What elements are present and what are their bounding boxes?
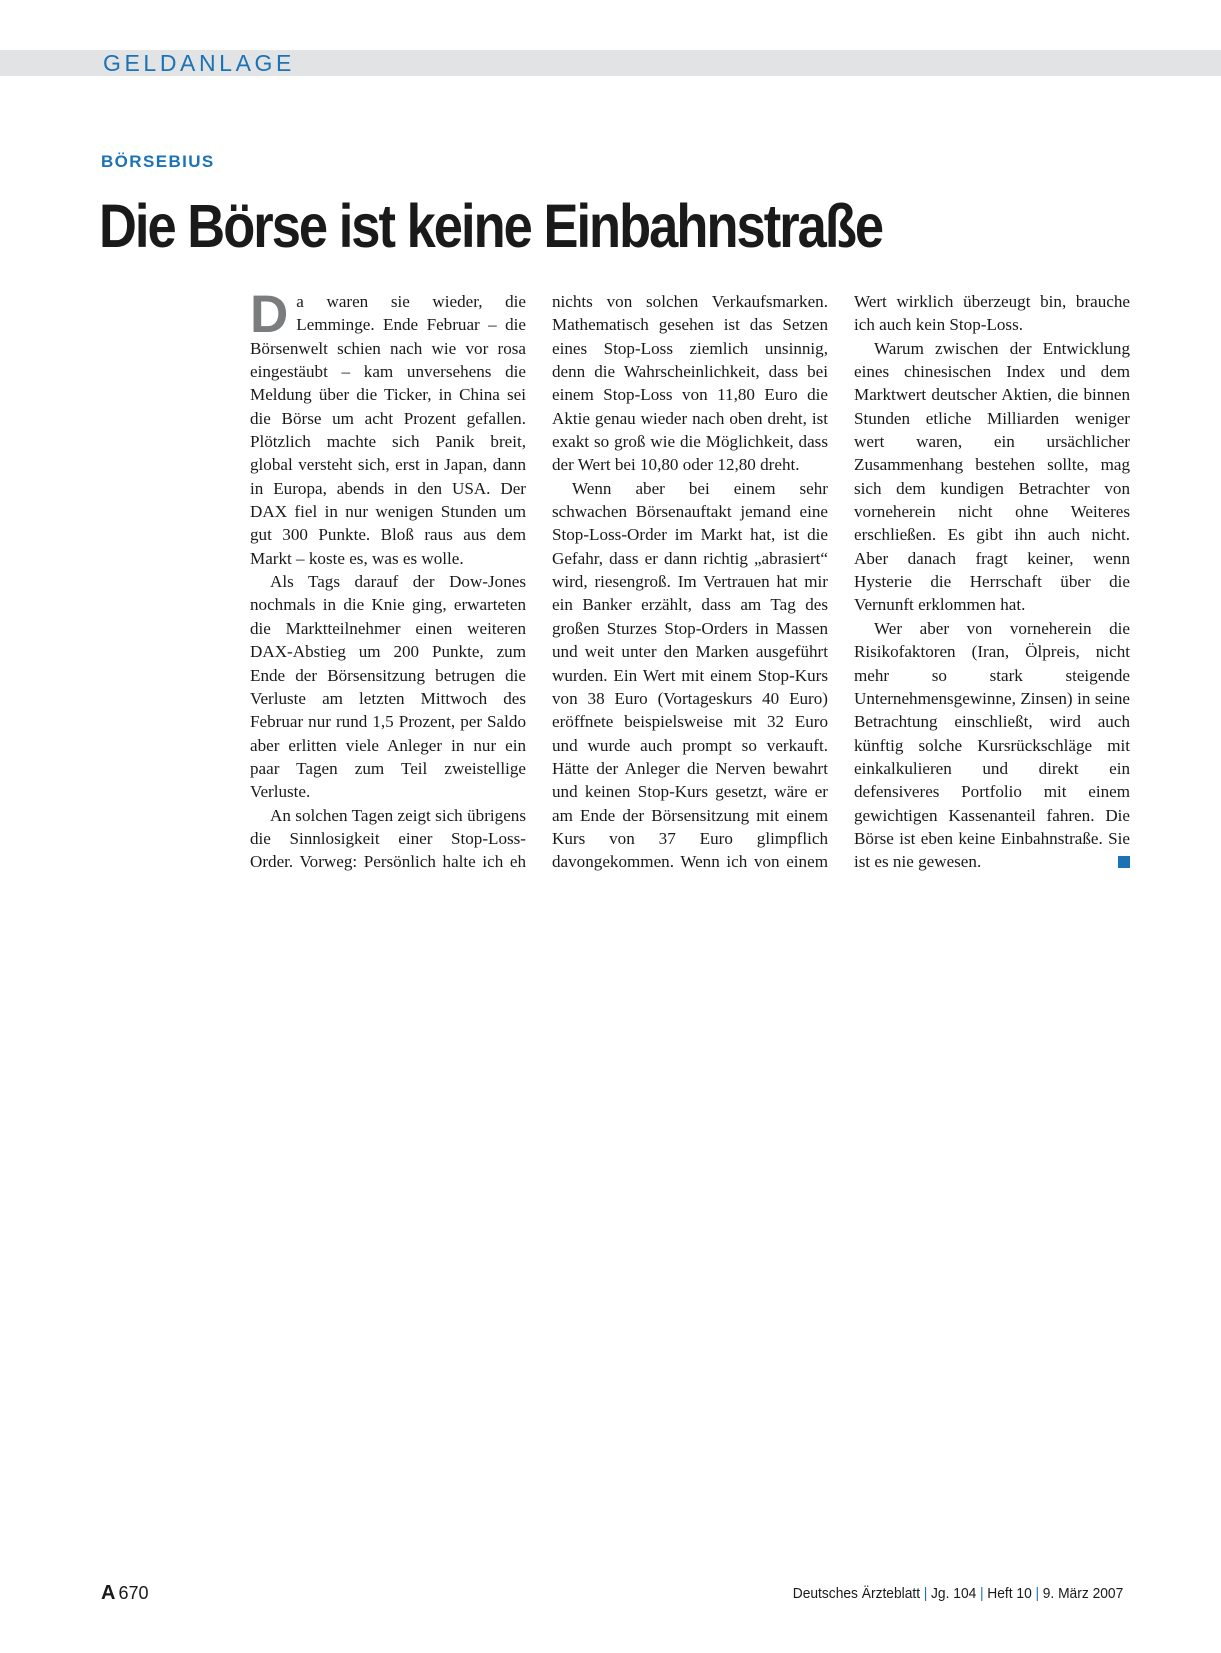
drop-cap: D [250, 285, 289, 344]
paragraph-2: Als Tags darauf der Dow-Jones nochmals in die Knie ging, erwarteten die Marktteilnehmer einen weiteren DAX-Abstieg um 200 Punkte, zum Ende der Börsensitzung betrugen die Verluste am letzten Mittwoch des Februar nur rund 1,5 Prozent, per Saldo aber erlitten viele Anleger in nur ein paar Tagen zum Teil zweistellige Verluste. [250, 572, 526, 802]
article-body [250, 285, 1130, 902]
section-label: GELDANLAGE [103, 50, 295, 76]
paragraph-4: Wenn aber bei einem sehr schwachen Börsenauftakt jemand eine Stop-Loss-Order im Markt hat, ist die Gefahr, dass er dann richtig „abrasiert“ wird, riesengroß. Im Vertrauen hat mir ein Banker erzählt, dass am Tag des großen Sturzes Stop-Orders in Massen und weit unter den Marken ausgeführt wurden. Ein Wert mit einem Stop-Kurs von 38 Euro (Vortageskurs 40 Euro) eröffnete beispielsweise mit 32 Euro und wurde auch prompt so verkauft. Hätte der Anleger die Nerven bewahrt und keinen Stop-Kurs gesetzt, wäre er am Ende der Börsensitzung mit einem Kurs von 37 Euro glimpflich davongekommen. Wenn ich von einem Wert wirklich überzeugt bin, brauche ich auch kein Stop-Loss. [552, 292, 1130, 872]
paragraph-1-text: a waren sie wieder, die Lemminge. Ende Februar – die Börsenwelt schien nach wie vor rosa eingestäubt – kam unversehens die Meldung über die Ticker, in China sei die Börse um acht Prozent gefallen. Plötzlich machte sich Panik breit, global versteht sich, erst in Japan, dann in Europa, abends in den USA. Der DAX fiel in nur wenigen Stunden um gut 300 Punkte. Bloß raus aus dem Markt – koste es, was es wolle. [250, 292, 526, 568]
article-kicker: BÖRSEBIUS [101, 152, 215, 171]
divider-icon: | [923, 1585, 928, 1602]
divider-icon: | [979, 1585, 984, 1602]
paragraph-6-text: Wer aber von vorneherein die Risikofaktoren (Iran, Ölpreis, nicht mehr so stark steigende Unternehmensgewinne, Zinsen) in seine Betrachtung einschließt, wird auch künftig solche Kursrückschläge mit einkalkulieren und direkt ein defensiveres Portfolio mit einem gewichtigen Kassenanteil fahren. Die Börse ist eben keine Einbahnstraße. Sie ist es nie gewesen. [854, 618, 1130, 872]
article-headline: Die Börse ist keine Einbahnstraße [99, 192, 883, 260]
divider-icon: | [1035, 1585, 1039, 1602]
publication-info [792, 1584, 1123, 1604]
paragraph-3: An solchen Tagen zeigt sich übrigens die Sinnlosigkeit einer Stop-Loss-Order. Vorweg: Persönlich halte ich eh nichts von solchen Verkaufsmarken. Mathematisch gesehen ist das Setzen eines Stop-Loss ziemlich unsinnig, denn die Wahrscheinlichkeit, dass bei einem Stop-Loss von 11,80 Euro die Aktie genau wieder nach oben dreht, ist exakt so groß wie die Möglichkeit, dass der Wert bei 10,80 oder 12,80 dreht. [250, 292, 828, 872]
journal-issue: Heft 10 [986, 1585, 1032, 1602]
publication-date: 9. März 2007 [1042, 1585, 1123, 1602]
paragraph-5: Warum zwischen der Entwicklung eines chinesischen Index und dem Marktwert deutscher Aktien, die binnen Stunden etliche Milliarden weniger wert waren, ein ursächlicher Zusammenhang bestehen sollte, mag sich dem kundigen Betrachter von vorneherein nicht ohne Weiteres erschließen. Es gibt ihn auch nicht. Aber danach fragt keiner, wenn Hysterie die Herrschaft über die Vernunft erklommen hat. [854, 338, 1130, 615]
page-number-value: 670 [118, 1583, 149, 1603]
journal-volume: Jg. 104 [930, 1585, 977, 1602]
page-number [101, 1582, 149, 1604]
page-prefix: A [101, 1582, 116, 1604]
paragraph-1 [250, 285, 526, 570]
paragraph-6 [854, 617, 1130, 874]
end-mark-icon [1118, 856, 1130, 868]
journal-name: Deutsches Ärzteblatt [792, 1585, 920, 1602]
